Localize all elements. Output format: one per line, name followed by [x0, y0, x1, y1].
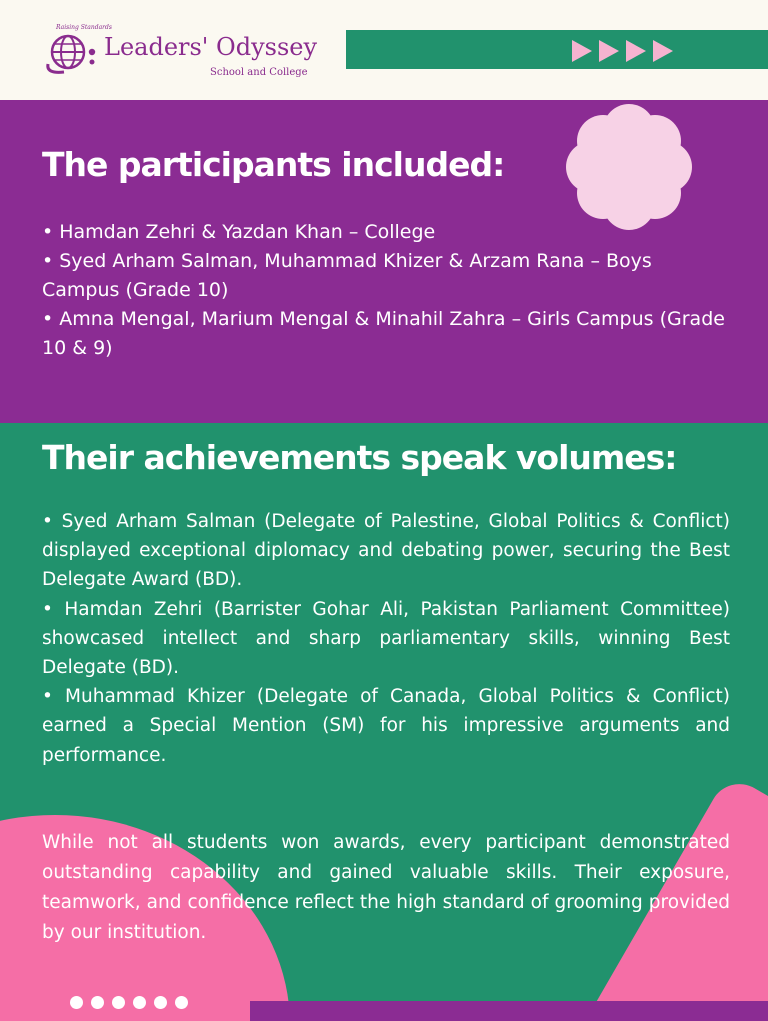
dot	[112, 996, 125, 1009]
play-arrows-icon	[572, 38, 682, 64]
list-item: • Amna Mengal, Marium Mengal & Minahil Zahra – Girls Campus (Grade 10 & 9)	[42, 308, 725, 359]
dot	[133, 996, 146, 1009]
logo-name: Leaders' Odyssey	[104, 33, 318, 61]
bottom-accent-strip	[250, 1001, 768, 1021]
header	[0, 0, 768, 100]
list-item: • Muhammad Khizer (Delegate of Canada, Global Politics & Conflict) earned a Special Mention (SM) for his impressive arguments and performance.	[42, 686, 730, 766]
dot	[175, 996, 188, 1009]
pagination-dots-icon	[70, 996, 188, 1010]
dot	[70, 996, 83, 1009]
participants-list	[42, 218, 730, 363]
list-item: • Syed Arham Salman (Delegate of Palestine, Global Politics & Conflict) displayed exceptional diplomacy and debating power, securing the Best Delegate Award (BD).	[42, 511, 730, 591]
closing-paragraph	[42, 828, 730, 948]
header-accent-bar	[346, 30, 768, 69]
dot	[91, 996, 104, 1009]
achievements-list	[42, 507, 730, 770]
list-item: • Hamdan Zehri & Yazdan Khan – College	[42, 221, 436, 243]
globe-emblem-icon	[42, 24, 98, 78]
list-item: • Syed Arham Salman, Muhammad Khizer & Arzam Rana – Boys Campus (Grade 10)	[42, 250, 652, 301]
dot	[154, 996, 167, 1009]
achievements-heading: Their achievements speak volumes:	[42, 438, 677, 477]
list-item: • Hamdan Zehri (Barrister Gohar Ali, Pakistan Parliament Committee) showcased intellect and sharp parliamentary skills, winning Best Delegate (BD).	[42, 598, 730, 679]
scalloped-flower-shape	[564, 102, 694, 232]
participants-heading: The participants included:	[42, 145, 505, 184]
logo-subtitle: School and College	[210, 67, 308, 78]
logo-tagline: Raising Standards	[56, 24, 112, 31]
closing-text: While not all students won awards, every participant demonstrated outstanding capability and gained valuable skills. Their exposure, teamwork, and confidence reflect the high standard of grooming provided by our institution.	[42, 832, 730, 943]
